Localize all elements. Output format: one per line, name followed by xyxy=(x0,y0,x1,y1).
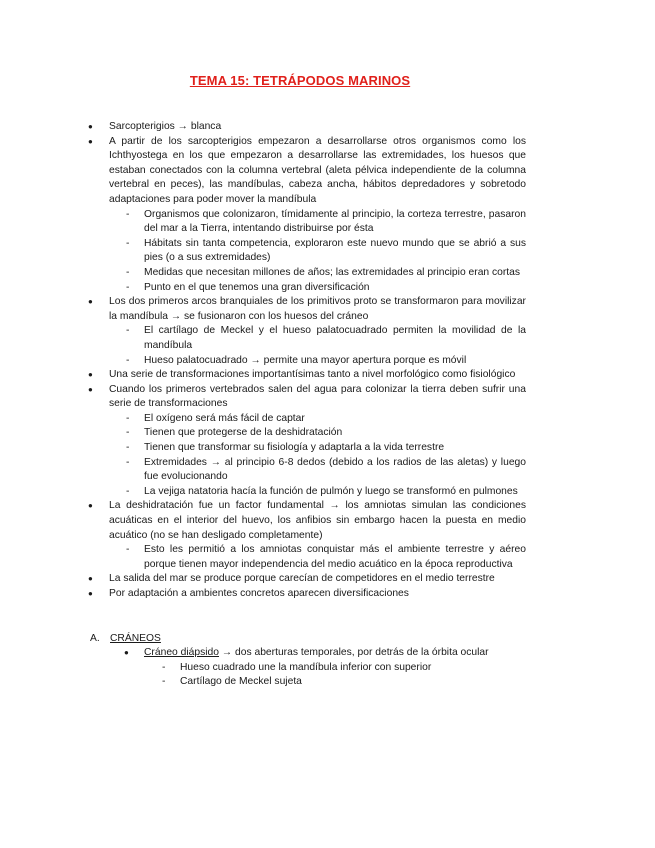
sub-bullet-item: - El oxígeno será más fácil de captar xyxy=(0,412,526,427)
sub-bullet-item: - La vejiga natatoria hacía la función de pulmón y luego se transformó en pulmones xyxy=(0,485,526,500)
bullet-text: La deshidratación fue un factor fundamental → los amniotas simulan las condiciones acuáticas en el interior del huevo, los anfibios sin embargo hacen la puesta en medio acuático (no se han desligado completamente) xyxy=(109,500,526,541)
bullet-text: Cuando los primeros vertebrados salen del agua para colonizar la tierra deben sufrir una serie de transformaciones xyxy=(109,383,526,410)
bullet-item xyxy=(0,572,526,587)
bullet-text: La salida del mar se produce porque carecían de competidores en el medio terrestre xyxy=(109,573,495,585)
sub-bullet-item: - Hábitats sin tanta competencia, exploraron este nuevo mundo que se abrió a sus pies (o a sus extremidades) xyxy=(0,237,526,266)
bullet-item xyxy=(0,383,526,500)
section-letter: A. xyxy=(90,632,100,644)
bullet-item xyxy=(0,135,526,296)
sub-bullet-item: - Organismos que colonizaron, tímidamente al principio, la corteza terrestre, pasaron del mar a la Tierra, intentando distribuirse por ésta xyxy=(0,208,526,237)
bullet-item xyxy=(0,587,526,602)
bullet-text: Sarcopterigios → blanca xyxy=(109,121,222,132)
sub-bullet-item: - Esto les permitió a los amniotas conquistar más el ambiente terrestre y aéreo porque tienen mayor independencia del medio acuático en la época reproductiva xyxy=(0,543,526,572)
bullet-text: Los dos primeros arcos branquiales de los primitivos proto se transformaron para movilizar la mandíbula → se fusionaron con los huesos del cráneo xyxy=(109,296,526,322)
sub-bullet-item: - Tienen que transformar su fisiología y adaptarla a la vida terrestre xyxy=(0,441,526,456)
section-craneos xyxy=(0,632,655,690)
document-body xyxy=(0,120,655,690)
sub-bullet-item: - Hueso palatocuadrado → permite una mayor apertura porque es móvil xyxy=(0,354,526,369)
bullet-text: Una serie de transformaciones importantísimas tanto a nivel morfológico como fisiológico xyxy=(109,369,516,381)
main-bullet-list xyxy=(0,120,655,602)
section-heading xyxy=(0,632,655,647)
section-bullet xyxy=(0,646,526,690)
sub-bullet-item: - El cartílago de Meckel y el hueso palatocuadrado permiten la movilidad de la mandíbula xyxy=(0,324,526,353)
section-bullet-list xyxy=(0,646,655,690)
sub-bullet-list xyxy=(109,543,526,572)
bullet-item xyxy=(0,120,526,135)
section-sub-list xyxy=(144,661,526,690)
bullet-item xyxy=(0,368,526,383)
sub-bullet-item: - Tienen que protegerse de la deshidratación xyxy=(0,426,526,441)
section-sub-item: - Hueso cuadrado une la mandíbula inferior con superior xyxy=(0,661,526,676)
sub-bullet-item: - Punto en el que tenemos una gran diversificación xyxy=(0,281,526,296)
bullet-text: A partir de los sarcopterigios empezaron a desarrollarse otros organismos como los Ichthyostega en los que empezaron a desarrollarse las extremidades, los huesos que estaban conectados con la columna vertebral (aleta pélvica independiente de la columna vertebral en peces), las mandíbulas, cabeza ancha, hábitos depredadores y sobretodo adaptaciones para poder mover la mandíbula xyxy=(109,135,526,205)
sub-bullet-list xyxy=(109,412,526,500)
section-term: Cráneo diápsido xyxy=(144,647,219,659)
sub-bullet-list xyxy=(109,324,526,368)
bullet-item xyxy=(0,295,526,368)
section-term-rest: → dos aberturas temporales, por detrás de la órbita ocular xyxy=(219,647,489,659)
bullet-text: Por adaptación a ambientes concretos aparecen diversificaciones xyxy=(109,588,409,599)
sub-bullet-item: - Extremidades → al principio 6-8 dedos (debido a los radios de las aletas) y luego fue evolucionando xyxy=(0,456,526,485)
section-name: CRÁNEOS xyxy=(110,632,161,644)
section-sub-item: - Cartílago de Meckel sujeta xyxy=(0,675,526,690)
sub-bullet-list xyxy=(109,208,526,296)
bullet-item xyxy=(0,499,526,572)
page-title: TEMA 15: TETRÁPODOS MARINOS xyxy=(189,73,411,88)
sub-bullet-item: - Medidas que necesitan millones de años; las extremidades al principio eran cortas xyxy=(0,266,526,281)
